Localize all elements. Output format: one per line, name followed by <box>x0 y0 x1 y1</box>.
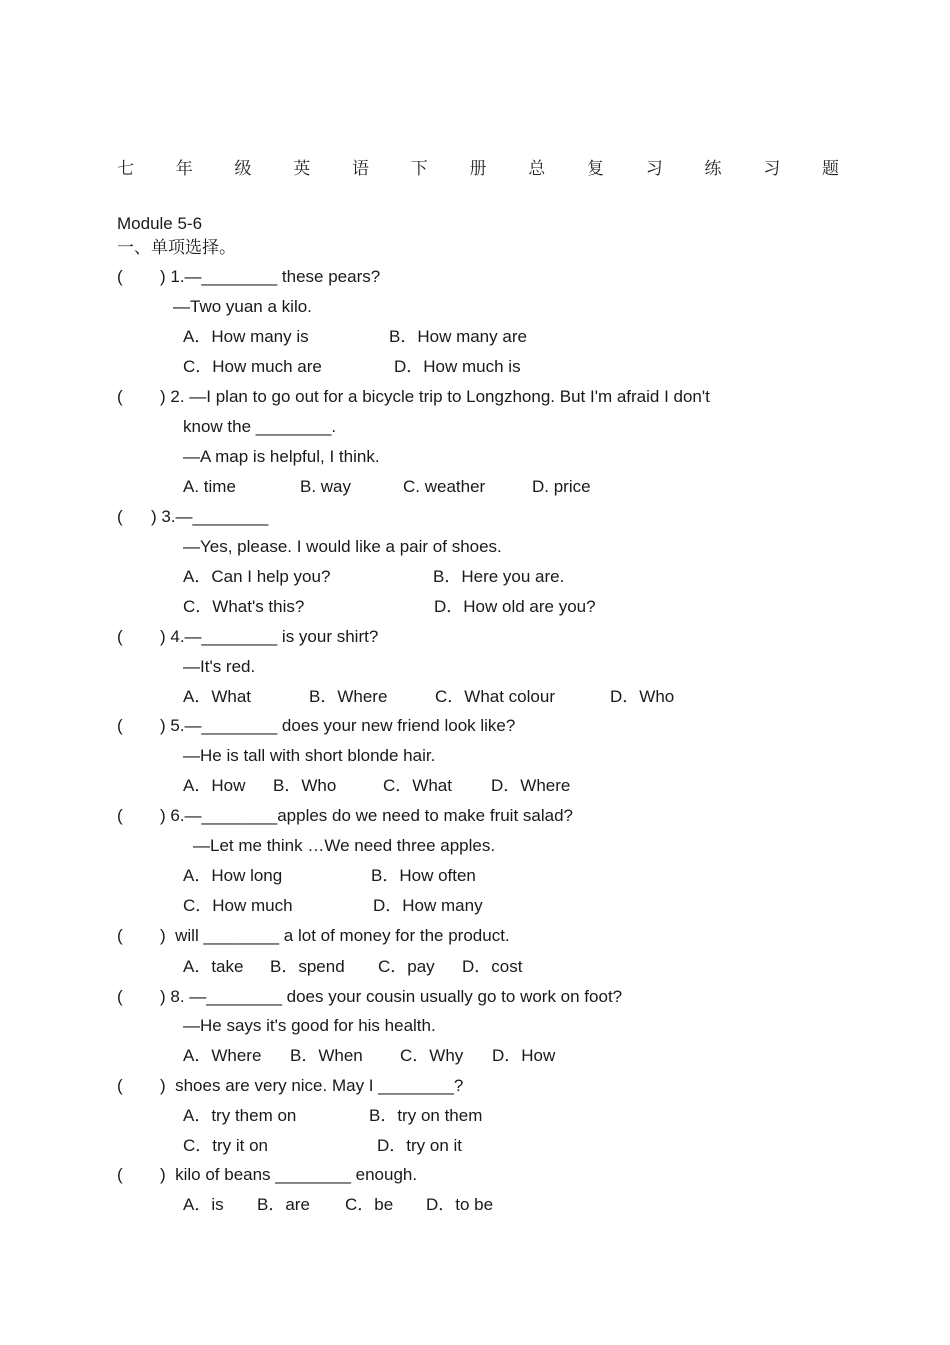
title-char: 复 <box>587 159 604 179</box>
option-c: C．How much are <box>183 357 322 376</box>
title-char: 七 <box>117 159 134 179</box>
option-a: A．is <box>183 1195 224 1214</box>
question-stem: ) 1.—________ these pears? <box>160 267 381 286</box>
option-d: D．Who <box>610 687 675 706</box>
option-d: D．try on it <box>377 1136 463 1155</box>
option-a: A. time <box>183 477 236 496</box>
answer-paren: ( <box>117 1076 123 1095</box>
question-reply: —He is tall with short blonde hair. <box>183 746 436 765</box>
answer-paren: ( <box>117 507 123 526</box>
question-stem-continued: know the ________. <box>183 417 337 436</box>
question-reply: —Two yuan a kilo. <box>173 297 312 316</box>
option-b: B．are <box>257 1195 310 1214</box>
option-b: B．How many are <box>389 327 527 346</box>
option-c: C．How much <box>183 896 293 915</box>
option-c: C．be <box>345 1195 394 1214</box>
answer-paren: ( <box>117 716 123 735</box>
option-b: B．spend <box>270 957 345 976</box>
option-c: C．Why <box>400 1046 464 1065</box>
option-c: C．What colour <box>435 687 555 706</box>
title-char: 下 <box>410 159 428 179</box>
title-char: 练 <box>704 159 722 179</box>
title-char: 册 <box>469 159 487 179</box>
option-b: B．try on them <box>369 1106 483 1125</box>
option-d: D．How much is <box>394 357 521 376</box>
question-stem: ) 3.—________ <box>151 507 269 526</box>
option-c: C．What <box>383 776 452 795</box>
option-c: C．What's this? <box>183 597 305 616</box>
option-d: D．How old are you? <box>434 597 596 616</box>
question-reply: —He says it's good for his health. <box>183 1016 436 1035</box>
answer-paren: ( <box>117 1165 123 1184</box>
option-d: D．Where <box>491 776 571 795</box>
option-d: D．cost <box>462 957 523 976</box>
option-d: D．How many <box>373 896 483 915</box>
section-heading: 一、单项选择。 <box>117 238 236 257</box>
option-a: A．How long <box>183 866 283 885</box>
option-c: C. weather <box>403 477 486 496</box>
page-title <box>117 154 839 179</box>
option-a: A．How many is <box>183 327 309 346</box>
answer-paren: ( <box>117 627 123 646</box>
module-heading: Module 5-6 <box>117 214 203 233</box>
answer-paren: ( <box>117 987 123 1006</box>
option-c: C．pay <box>378 957 435 976</box>
answer-paren: ( <box>117 267 123 286</box>
question-reply: —Yes, please. I would like a pair of shoes. <box>183 537 502 556</box>
title-char: 习 <box>645 159 663 179</box>
option-b: B．How often <box>371 866 476 885</box>
title-char: 英 <box>293 159 311 179</box>
option-d: D. price <box>532 477 591 496</box>
option-c: C．try it on <box>183 1136 269 1155</box>
question-stem: ) will ________ a lot of money for the product. <box>160 926 510 945</box>
option-a: A．take <box>183 957 244 976</box>
title-char: 总 <box>528 159 546 179</box>
question-stem: ) kilo of beans ________ enough. <box>160 1165 418 1184</box>
option-b: B．Here you are. <box>433 567 565 586</box>
option-a: A．Where <box>183 1046 262 1065</box>
title-char: 题 <box>822 159 839 179</box>
answer-paren: ( <box>117 806 123 825</box>
answer-paren: ( <box>117 387 123 406</box>
question-reply: —It's red. <box>183 657 256 676</box>
option-b: B．Who <box>273 776 337 795</box>
option-b: B．When <box>290 1046 363 1065</box>
title-char: 习 <box>763 159 781 179</box>
question-stem: ) shoes are very nice. May I ________? <box>160 1076 464 1095</box>
question-reply: —A map is helpful, I think. <box>183 447 380 466</box>
question-stem: ) 8. —________ does your cousin usually go to work on foot? <box>160 987 623 1006</box>
option-a: A．What <box>183 687 252 706</box>
title-char: 语 <box>352 159 369 179</box>
answer-paren: ( <box>117 926 123 945</box>
question-stem: ) 5.—________ does your new friend look like? <box>160 716 516 735</box>
option-b: B．Where <box>309 687 388 706</box>
title-char: 年 <box>175 159 193 179</box>
option-a: A．Can I help you? <box>183 567 331 586</box>
option-d: D．to be <box>426 1195 494 1214</box>
title-char: 级 <box>234 159 252 179</box>
question-stem: ) 4.—________ is your shirt? <box>160 627 379 646</box>
question-stem: ) 2. —I plan to go out for a bicycle trip to Longzhong. But I'm afraid I don't <box>160 387 710 406</box>
question-stem: ) 6.—________apples do we need to make fruit salad? <box>160 806 573 825</box>
option-b: B. way <box>300 477 352 496</box>
option-a: A．try them on <box>183 1106 297 1125</box>
option-d: D．How <box>492 1046 556 1065</box>
question-reply: —Let me think …We need three apples. <box>193 836 496 855</box>
option-a: A．How <box>183 776 246 795</box>
